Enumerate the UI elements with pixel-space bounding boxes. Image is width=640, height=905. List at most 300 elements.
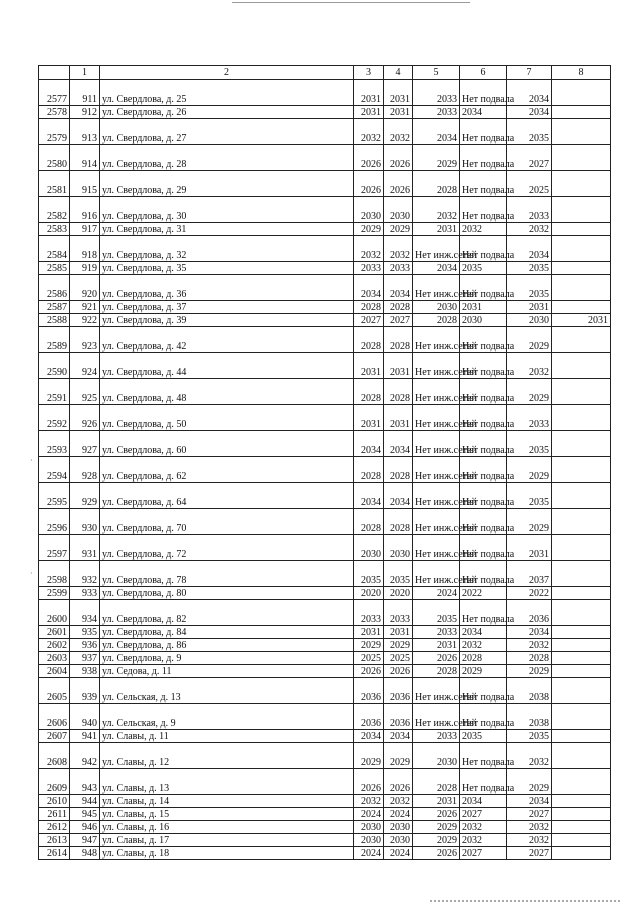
table-cell: 947 [70, 834, 100, 847]
table-cell: 2028 [354, 327, 384, 353]
table-cell: 2583 [39, 223, 70, 236]
table-cell [552, 483, 611, 509]
table-cell: Нет подвала [460, 743, 507, 769]
table-cell: ул. Свердлова, д. 29 [100, 171, 354, 197]
table-cell: 2033 [413, 626, 460, 639]
table-cell: 2030 [384, 834, 413, 847]
table-cell: 2029 [354, 223, 384, 236]
table-cell: 2032 [384, 119, 413, 145]
table-cell: ул. Свердлова, д. 42 [100, 327, 354, 353]
table-cell: 2034 [384, 730, 413, 743]
table-cell: 935 [70, 626, 100, 639]
table-cell: 2028 [384, 327, 413, 353]
table-cell: 2034 [384, 431, 413, 457]
table-cell [552, 600, 611, 626]
table-cell: Нет подвала [460, 600, 507, 626]
table-cell: ул. Свердлова, д. 31 [100, 223, 354, 236]
table-cell: 942 [70, 743, 100, 769]
table-cell: 2027 [507, 145, 552, 171]
table-cell: 2614 [39, 847, 70, 860]
table-cell: 2035 [507, 119, 552, 145]
table-cell [552, 80, 611, 106]
col-header: 4 [384, 66, 413, 80]
table-cell: 2032 [354, 119, 384, 145]
table-cell: ул. Свердлова, д. 9 [100, 652, 354, 665]
table-cell: 2028 [354, 457, 384, 483]
table-cell: 2031 [384, 626, 413, 639]
table-cell: 2022 [460, 587, 507, 600]
table-row [39, 106, 611, 119]
table-cell: 2591 [39, 379, 70, 405]
table-cell: 2030 [413, 301, 460, 314]
table-cell: 2028 [413, 171, 460, 197]
table-cell: 944 [70, 795, 100, 808]
table-cell [552, 743, 611, 769]
table-cell: ул. Свердлова, д. 72 [100, 535, 354, 561]
table-cell [552, 197, 611, 223]
table-row [39, 236, 611, 262]
table-cell: 2025 [384, 652, 413, 665]
table-cell [552, 327, 611, 353]
table-cell: 2032 [507, 353, 552, 379]
table-cell: 945 [70, 808, 100, 821]
table-cell: Нет подвала [460, 327, 507, 353]
col-header: 5 [413, 66, 460, 80]
table-cell: 2034 [507, 236, 552, 262]
table-cell: 2038 [507, 678, 552, 704]
table-cell [552, 301, 611, 314]
table-cell [552, 795, 611, 808]
table-cell: 2029 [413, 821, 460, 834]
table-cell: Нет инж.сетей [413, 236, 460, 262]
table-cell: ул. Свердлова, д. 36 [100, 275, 354, 301]
table-cell: 2035 [507, 431, 552, 457]
table-cell: 2034 [354, 431, 384, 457]
column-header-row [39, 66, 611, 80]
col-header: 6 [460, 66, 507, 80]
table-cell: 2034 [507, 626, 552, 639]
table-cell: 2031 [413, 795, 460, 808]
table-cell: 2034 [507, 106, 552, 119]
table-cell [552, 223, 611, 236]
table-cell: Нет инж.сетей [413, 678, 460, 704]
table-cell: 940 [70, 704, 100, 730]
table-cell: 2599 [39, 587, 70, 600]
table-cell: 2031 [354, 106, 384, 119]
table-cell: 2587 [39, 301, 70, 314]
table-cell: 2034 [354, 275, 384, 301]
table-row [39, 80, 611, 106]
table-cell: 2026 [354, 665, 384, 678]
table-cell: 2030 [354, 197, 384, 223]
table-cell: 2024 [384, 808, 413, 821]
table-cell: ул. Сельская, д. 13 [100, 678, 354, 704]
table-cell: 2034 [413, 119, 460, 145]
table-cell: ул. Славы, д. 13 [100, 769, 354, 795]
col-header: 3 [354, 66, 384, 80]
table-cell: 2026 [413, 808, 460, 821]
table-cell [552, 626, 611, 639]
table-cell: 2032 [507, 639, 552, 652]
table-cell: 2611 [39, 808, 70, 821]
table-cell: ул. Славы, д. 11 [100, 730, 354, 743]
table-cell: 2032 [354, 795, 384, 808]
table-cell: 2608 [39, 743, 70, 769]
margin-mark: · [30, 569, 33, 578]
table-cell: 2035 [507, 275, 552, 301]
table-cell: 2035 [507, 262, 552, 275]
table-cell: ул. Славы, д. 15 [100, 808, 354, 821]
table-cell: 2579 [39, 119, 70, 145]
table-cell [552, 847, 611, 860]
table-row [39, 197, 611, 223]
table-cell: 938 [70, 665, 100, 678]
table-cell: 2022 [507, 587, 552, 600]
table-cell: 2031 [507, 301, 552, 314]
table-cell: ул. Свердлова, д. 27 [100, 119, 354, 145]
table-row [39, 704, 611, 730]
table-cell: 2030 [507, 314, 552, 327]
table-row [39, 678, 611, 704]
table-cell: 2033 [354, 600, 384, 626]
table-cell: 2032 [354, 236, 384, 262]
table-row [39, 665, 611, 678]
table-cell: ул. Славы, д. 16 [100, 821, 354, 834]
table-cell [552, 379, 611, 405]
table-cell [552, 262, 611, 275]
table-row [39, 808, 611, 821]
table-cell: 2031 [384, 80, 413, 106]
table-row [39, 119, 611, 145]
table-cell: 937 [70, 652, 100, 665]
table-cell [552, 236, 611, 262]
table-cell: 2031 [413, 223, 460, 236]
table-cell: ул. Свердлова, д. 48 [100, 379, 354, 405]
table-cell: 2034 [384, 483, 413, 509]
table-cell: 2035 [354, 561, 384, 587]
table-cell: 2034 [507, 80, 552, 106]
table-cell: 2032 [384, 795, 413, 808]
table-cell: 2032 [507, 834, 552, 847]
table-row [39, 834, 611, 847]
table-row [39, 730, 611, 743]
table-cell: ул. Свердлова, д. 84 [100, 626, 354, 639]
table-cell: 928 [70, 457, 100, 483]
table-cell: 2030 [384, 197, 413, 223]
table-row [39, 327, 611, 353]
table-cell: 2034 [460, 626, 507, 639]
table-cell: 2028 [354, 301, 384, 314]
table-cell: 2029 [354, 639, 384, 652]
table-cell: 2026 [354, 145, 384, 171]
table-cell: 2036 [507, 600, 552, 626]
table-cell: 2605 [39, 678, 70, 704]
table-cell: Нет подвала [460, 561, 507, 587]
table-cell: 2027 [460, 808, 507, 821]
table-cell: Нет подвала [460, 769, 507, 795]
table-row [39, 171, 611, 197]
table-cell: 2029 [507, 665, 552, 678]
table-cell: 2026 [413, 847, 460, 860]
table-cell: 2026 [354, 769, 384, 795]
table-cell: 2031 [413, 639, 460, 652]
table-cell [552, 769, 611, 795]
table-row [39, 743, 611, 769]
table-row [39, 483, 611, 509]
table-cell: 932 [70, 561, 100, 587]
table-cell: ул. Свердлова, д. 70 [100, 509, 354, 535]
table-row [39, 626, 611, 639]
table-cell [552, 405, 611, 431]
table-cell: 2031 [354, 80, 384, 106]
table-cell: ул. Свердлова, д. 25 [100, 80, 354, 106]
table-cell: ул. Свердлова, д. 32 [100, 236, 354, 262]
table-cell: Нет инж.сетей [413, 275, 460, 301]
table-cell: 2031 [384, 106, 413, 119]
table-cell: 918 [70, 236, 100, 262]
table-cell: 2606 [39, 704, 70, 730]
table-cell: Нет подвала [460, 483, 507, 509]
table-cell: 925 [70, 379, 100, 405]
table-cell: 926 [70, 405, 100, 431]
table-cell: 2031 [460, 301, 507, 314]
table-cell: 2582 [39, 197, 70, 223]
table-cell: 2609 [39, 769, 70, 795]
table-cell: 2029 [413, 145, 460, 171]
table-cell: Нет инж.сетей [413, 704, 460, 730]
table-cell [552, 106, 611, 119]
table-cell: 912 [70, 106, 100, 119]
table-cell: 946 [70, 821, 100, 834]
table-cell: 2032 [460, 639, 507, 652]
table-cell: 2580 [39, 145, 70, 171]
table-cell: 2581 [39, 171, 70, 197]
table-cell: 2577 [39, 80, 70, 106]
table-cell: 2036 [354, 678, 384, 704]
table-cell: 2030 [354, 535, 384, 561]
table-row [39, 639, 611, 652]
table-cell: Нет инж.сетей [413, 561, 460, 587]
table-cell: ул. Свердлова, д. 60 [100, 431, 354, 457]
table-cell: 920 [70, 275, 100, 301]
table-cell: 2031 [384, 353, 413, 379]
table-cell: 2596 [39, 509, 70, 535]
table-cell [552, 275, 611, 301]
table-cell: 2020 [384, 587, 413, 600]
table-row [39, 821, 611, 834]
table-cell [552, 821, 611, 834]
table-cell: 2033 [384, 600, 413, 626]
table-cell: 943 [70, 769, 100, 795]
table-cell: 2029 [460, 665, 507, 678]
table-cell [552, 119, 611, 145]
table-cell: 2033 [384, 262, 413, 275]
table-cell: ул. Славы, д. 12 [100, 743, 354, 769]
table-cell: ул. Свердлова, д. 62 [100, 457, 354, 483]
table-cell: Нет подвала [460, 145, 507, 171]
table-cell: 2592 [39, 405, 70, 431]
table-cell: 2035 [384, 561, 413, 587]
table-cell: 2036 [384, 704, 413, 730]
table-cell: ул. Свердлова, д. 28 [100, 145, 354, 171]
table-cell: 2600 [39, 600, 70, 626]
table-row [39, 145, 611, 171]
table-cell: 2030 [354, 834, 384, 847]
table-cell: ул. Седова, д. 11 [100, 665, 354, 678]
table-cell: 2035 [460, 262, 507, 275]
table-row [39, 353, 611, 379]
table-cell: Нет подвала [460, 535, 507, 561]
table-cell: 2595 [39, 483, 70, 509]
table-cell: 2031 [384, 405, 413, 431]
table-cell: 2029 [507, 327, 552, 353]
table-cell: 930 [70, 509, 100, 535]
table-cell: 2027 [507, 808, 552, 821]
table-cell [552, 808, 611, 821]
table-cell: 2031 [354, 405, 384, 431]
table-cell: 2032 [507, 821, 552, 834]
table-cell: 2029 [384, 743, 413, 769]
table-cell: 2033 [507, 197, 552, 223]
table-cell: 2036 [384, 678, 413, 704]
table-cell: 2028 [413, 314, 460, 327]
table-cell [552, 730, 611, 743]
table-cell: ул. Свердлова, д. 37 [100, 301, 354, 314]
table-cell: 948 [70, 847, 100, 860]
table-body [39, 80, 611, 860]
table-cell: 2593 [39, 431, 70, 457]
table-cell: 2601 [39, 626, 70, 639]
table-cell: Нет инж.сетей [413, 483, 460, 509]
table-cell: Нет инж.сетей [413, 509, 460, 535]
table-cell: 2594 [39, 457, 70, 483]
table-row [39, 509, 611, 535]
table-row [39, 847, 611, 860]
table-cell: 2613 [39, 834, 70, 847]
table-cell: 2031 [354, 353, 384, 379]
table-cell: Нет подвала [460, 379, 507, 405]
top-rule [232, 2, 470, 3]
table-cell: 2035 [507, 730, 552, 743]
table-cell: 2036 [354, 704, 384, 730]
table-cell: 2588 [39, 314, 70, 327]
table-cell [552, 639, 611, 652]
table-cell: ул. Свердлова, д. 39 [100, 314, 354, 327]
table-cell: Нет подвала [460, 457, 507, 483]
table-cell: 2024 [354, 808, 384, 821]
table-cell: 921 [70, 301, 100, 314]
table-cell: ул. Славы, д. 18 [100, 847, 354, 860]
table-row [39, 795, 611, 808]
table-cell [552, 535, 611, 561]
table-cell: 929 [70, 483, 100, 509]
table-cell: Нет подвала [460, 353, 507, 379]
table-cell: 2026 [384, 145, 413, 171]
table-cell [552, 457, 611, 483]
table-cell: 2028 [413, 769, 460, 795]
table-cell: 2029 [384, 639, 413, 652]
table-cell: Нет инж.сетей [413, 327, 460, 353]
table-cell: Нет подвала [460, 431, 507, 457]
table-row [39, 301, 611, 314]
table-cell: 936 [70, 639, 100, 652]
table-cell: 2030 [384, 535, 413, 561]
table-cell: 924 [70, 353, 100, 379]
table-row [39, 600, 611, 626]
table-cell: ул. Свердлова, д. 80 [100, 587, 354, 600]
table-cell: 2610 [39, 795, 70, 808]
table-cell: Нет инж.сетей [413, 457, 460, 483]
table-cell: 2030 [413, 743, 460, 769]
table-row [39, 587, 611, 600]
table-cell [552, 678, 611, 704]
table-cell: 2034 [460, 795, 507, 808]
table-cell: 915 [70, 171, 100, 197]
table-cell: ул. Свердлова, д. 64 [100, 483, 354, 509]
table-cell: 2034 [460, 106, 507, 119]
table-cell: 2026 [384, 171, 413, 197]
table-cell: 2578 [39, 106, 70, 119]
table-cell: 939 [70, 678, 100, 704]
table-cell: 2028 [413, 665, 460, 678]
table-cell: 2029 [507, 769, 552, 795]
table-cell: 2035 [460, 730, 507, 743]
col-header: 7 [507, 66, 552, 80]
table-cell: Нет подвала [460, 678, 507, 704]
table-cell: Нет подвала [460, 509, 507, 535]
table-cell [552, 561, 611, 587]
table-cell: 2029 [507, 509, 552, 535]
table-cell: 2028 [354, 509, 384, 535]
table-cell: 2034 [507, 795, 552, 808]
table-row [39, 262, 611, 275]
table-cell: 2030 [384, 821, 413, 834]
table-cell: Нет инж.сетей [413, 535, 460, 561]
table-cell: 2029 [507, 457, 552, 483]
table-cell: 2028 [507, 652, 552, 665]
table-row [39, 223, 611, 236]
table-row [39, 769, 611, 795]
table-cell: 2032 [460, 821, 507, 834]
table-cell: 2602 [39, 639, 70, 652]
table-cell: 2020 [354, 587, 384, 600]
table-cell: 2025 [507, 171, 552, 197]
table-cell: 2026 [354, 171, 384, 197]
table-cell: 2029 [507, 379, 552, 405]
table-cell: 2037 [507, 561, 552, 587]
table-cell: Нет подвала [460, 171, 507, 197]
table-cell: ул. Свердлова, д. 44 [100, 353, 354, 379]
table-cell: Нет подвала [460, 119, 507, 145]
table-cell: 2028 [384, 457, 413, 483]
table-cell: 2027 [460, 847, 507, 860]
table-row [39, 379, 611, 405]
table-cell: 2607 [39, 730, 70, 743]
table-cell: ул. Свердлова, д. 50 [100, 405, 354, 431]
table-cell: 2032 [507, 223, 552, 236]
table-cell: 2030 [354, 821, 384, 834]
table-cell: 2586 [39, 275, 70, 301]
table-cell: 2597 [39, 535, 70, 561]
table-cell: 2028 [460, 652, 507, 665]
table-cell: 2033 [507, 405, 552, 431]
table-cell: ул. Славы, д. 14 [100, 795, 354, 808]
table-cell: 923 [70, 327, 100, 353]
table-cell: 2032 [413, 197, 460, 223]
table-cell: 2604 [39, 665, 70, 678]
table-cell: 2029 [413, 834, 460, 847]
table-cell: 2024 [384, 847, 413, 860]
